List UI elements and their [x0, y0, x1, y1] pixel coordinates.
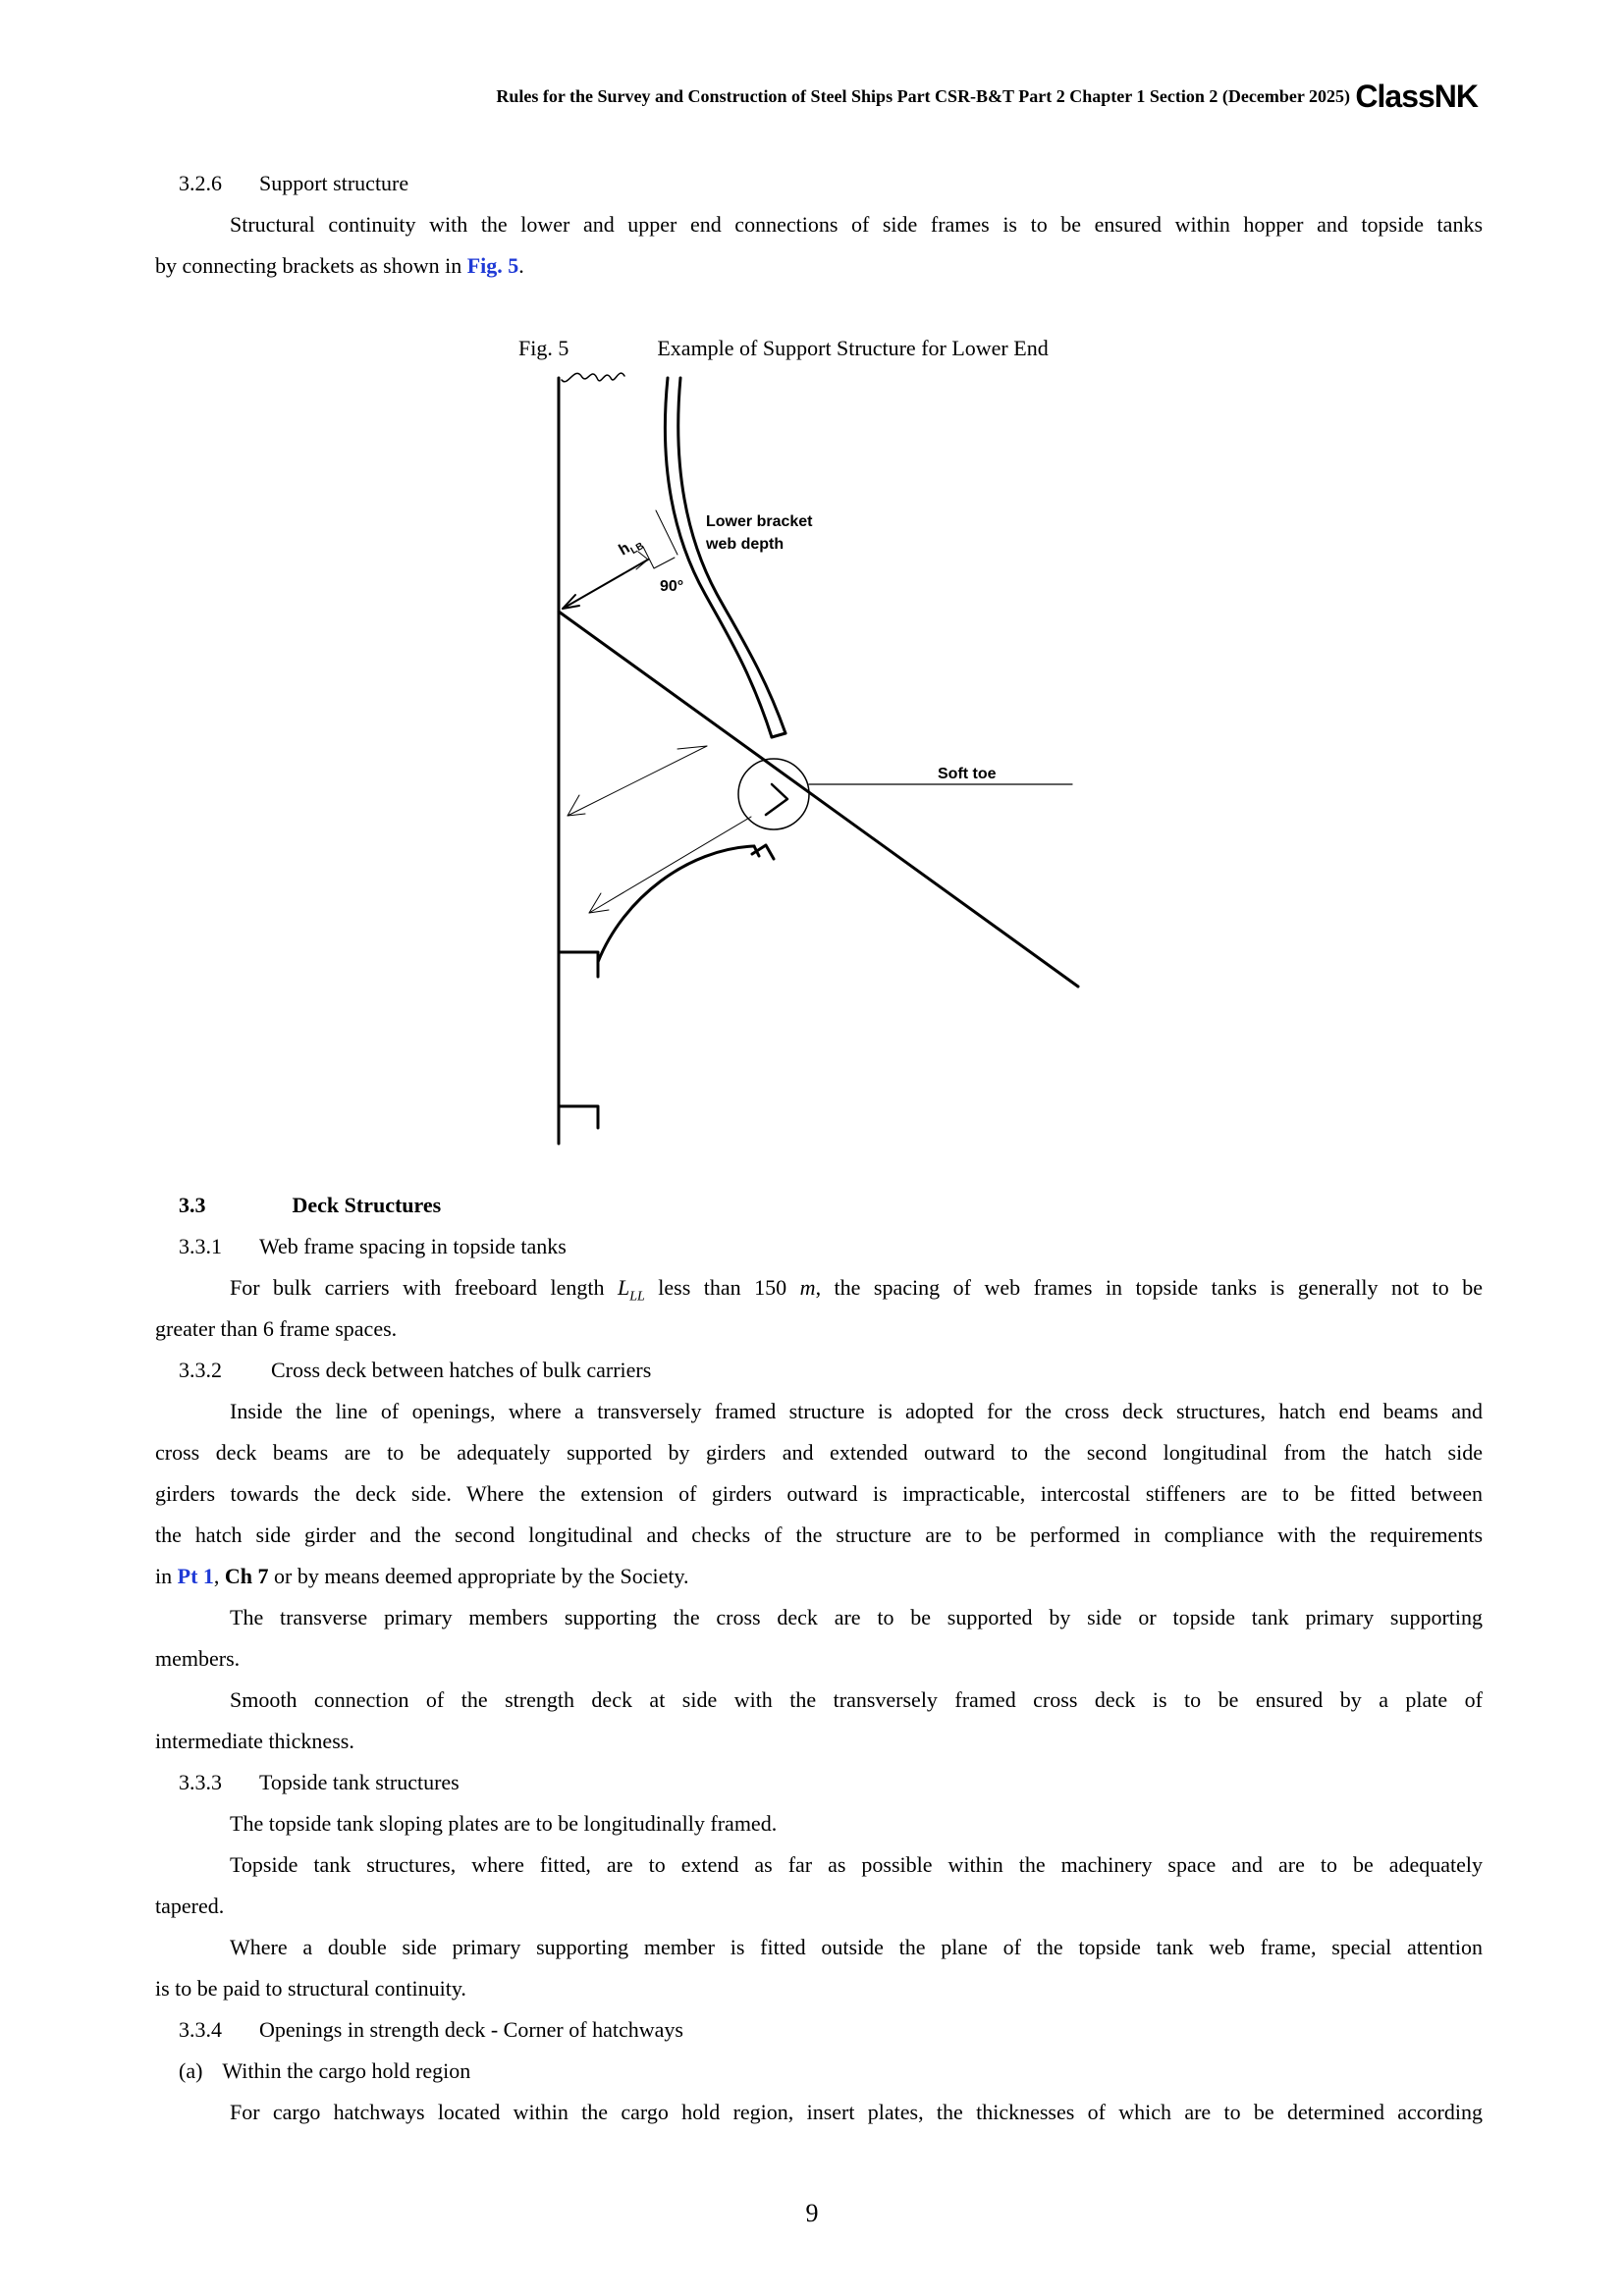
hlb-label [617, 533, 646, 561]
paragraph-line: the hatch side girder and the second longitudinal and checks of the structure are to be performed in compliance with the requirements [155, 1522, 1483, 1547]
soft-toe-label: Soft toe [938, 766, 997, 782]
heading-3-3-3: 3.3.3 Topside tank structures [179, 1770, 460, 1794]
paragraph-line: For bulk carriers with freeboard length $L_{LL}$ less than 150 m, the spacing of web frames in topside tanks is generally not to be [230, 1275, 1484, 1305]
section-number: 3.3 [179, 1193, 206, 1217]
hlb-dimension-line [563, 560, 648, 609]
lower-bracket-label-1: Lower bracket [706, 513, 813, 530]
paragraph-line: cross deck beams are to be adequately supported by girders and extended outward to the second longitudinal from the hatch side [155, 1440, 1483, 1465]
right-angle-mark [643, 547, 675, 568]
paragraph-line: Structural continuity with the lower and upper end connections of side frames is to be ensured within hopper and topside tanks [230, 212, 1483, 237]
sloping-plate-line [559, 612, 1078, 987]
paragraph-line: Topside tank structures, where fitted, are to extend as far as possible within the machinery space and are to be adequately [230, 1852, 1483, 1877]
figure-label: Fig. 5 [518, 336, 569, 360]
stiffener-stub-upper [559, 952, 598, 977]
heading-3-3-2: 3.3.2 Cross deck between hatches of bulk carriers [179, 1358, 652, 1382]
hlb-arrowhead [563, 595, 579, 609]
page-number: 9 [805, 2199, 819, 2227]
frame-curve-outer [665, 378, 772, 737]
paragraph-line: The topside tank sloping plates are to be longitudinally framed. [230, 1811, 778, 1836]
direction-arrow-lower [589, 817, 751, 913]
figure-title: Example of Support Structure for Lower End [657, 336, 1049, 360]
stiffener-stub-lower [559, 1106, 598, 1128]
heading-3-2-6 [179, 163, 408, 204]
section-number: 3.2.6 [179, 171, 222, 195]
paragraph-line: The transverse primary members supporting the cross deck are to be supported by side or topside tank primary supporting [230, 1605, 1483, 1629]
paragraph-line: by connecting brackets as shown in Fig. 5. [155, 253, 524, 278]
direction-arrow-upper-head [568, 795, 585, 816]
subheading-a: (a) Within the cargo hold region [179, 2058, 471, 2083]
bracket-toe [766, 784, 787, 815]
paragraph-line: members. [155, 1646, 241, 1671]
paragraph-line: greater than 6 frame spaces. [155, 1316, 398, 1341]
page-header [334, 79, 1478, 118]
fig-5-link[interactable]: Fig. 5 [466, 253, 519, 278]
section-title: Deck Structures [292, 1193, 442, 1217]
pt1-link[interactable]: Pt 1 [177, 1564, 214, 1588]
angle-label: 90° [660, 578, 684, 595]
heading-3-3-4: 3.3.4 Openings in strength deck - Corner of hatchways [179, 2017, 683, 2042]
classnk-logo: ClassNK [1355, 79, 1478, 114]
break-symbol [562, 373, 624, 382]
lower-bracket-label-2: web depth [706, 536, 785, 553]
paragraph-line: is to be paid to structural continuity. [155, 1976, 466, 2001]
soft-toe-circle [738, 759, 809, 829]
heading-3-3 [179, 1185, 441, 1226]
frame-curve-inner [678, 378, 785, 733]
support-structure-figure [530, 358, 1100, 1153]
frame-end [772, 733, 785, 737]
paragraph-line: in Pt 1, Ch 7 or by means deemed appropriate by the Society. [155, 1564, 689, 1588]
svg-text:LB: LB [628, 540, 646, 558]
paragraph-line: girders towards the deck side. Where the extension of girders outward is impracticable, intercostal stiffeners are to be fitted between [155, 1481, 1483, 1506]
paragraph-line: tapered. [155, 1894, 225, 1918]
paragraph-line: intermediate thickness. [155, 1729, 354, 1753]
paragraph-line: Inside the line of openings, where a transversely framed structure is adopted for the cross deck structures, hatch end beams and [230, 1399, 1483, 1423]
ch7-ref: Ch 7 [224, 1564, 269, 1588]
paragraph-line: For cargo hatchways located within the cargo hold region, insert plates, the thicknesses of which are to be determined according [230, 2100, 1483, 2124]
svg-text:h: h [616, 539, 633, 560]
header-title: Rules for the Survey and Construction of Steel Ships Part CSR-B&T Part 2 Chapter 1 Section 2 (December 2025) [496, 86, 1350, 106]
paragraph-line: Smooth connection of the strength deck at side with the transversely framed cross deck is to be ensured by a plate of [230, 1687, 1483, 1712]
heading-3-3-1: 3.3.1 Web frame spacing in topside tanks [179, 1234, 567, 1258]
lower-bracket-arc [598, 846, 754, 962]
section-title: Support structure [259, 171, 409, 195]
paragraph-line: Where a double side primary supporting member is fitted outside the plane of the topside tank web frame, special attention [230, 1935, 1483, 1959]
direction-arrow-upper [568, 746, 707, 816]
